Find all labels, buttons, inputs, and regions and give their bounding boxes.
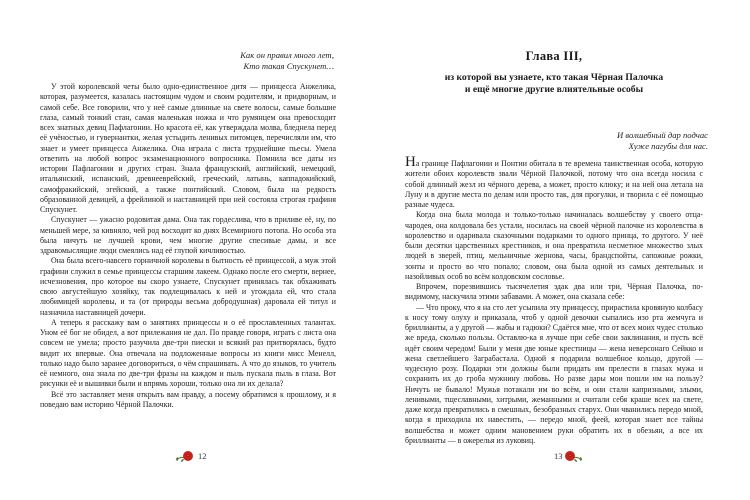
paragraph: Она была всего-навсего горничной королевы в бытность её принцессой, а муж этой графини служил в семье принцессы старшим лакеем. Однако после его смерти, вернее, исчезновения, про которое вы скоро узнаете, Спускунет принялась так обхаживать свою августейшую хозяйку, так подлещивалась к ней и угождала ей, что стала любимицей королевы, и та (от природы весьма добродушная) даровала ей титул и назначила наставницей дочери. bbox=[40, 256, 336, 317]
left-folio bbox=[173, 447, 207, 465]
paragraph: Спускунет — ужасно родовитая дама. Она так гордеслива, что в приливе её, ну, по меньшей мере, за кивняло, чей род восходит ко днях Всемирного потопа. Но особа эта была ничуть не лучшей крови, чем многие другие спесивые дамы, и все здравомыслящие люди смеялись над её глупой кичливостью. bbox=[40, 215, 336, 255]
rose-icon bbox=[173, 447, 195, 465]
drop-cap: Н bbox=[405, 154, 416, 170]
paragraph: Всё это заставляет меня открыть вам правду, а посему обратимся к прошлому, и я поведаю вам историю Чёрной Палочки. bbox=[40, 389, 336, 409]
right-body-text bbox=[405, 154, 703, 446]
epigraph-line: И волшебный дар подчас bbox=[617, 130, 708, 140]
subtitle-line: из которой вы узнаете, кто такая Чёрная Палочка bbox=[444, 72, 664, 83]
page-number: 12 bbox=[198, 451, 207, 461]
paragraph: Впрочем, порезвившись тысячелетия эдак два или три, Чёрная Палочка, по-видимому, наскучила этими забавами. А может, она сказала себе: bbox=[405, 282, 703, 302]
paragraph: Когда она была молода и только-только начиналась волшебству у своего отца-чародея, она колдовала без устали, носилась на своей чёрной палочке из королевства в королевство и одаривала сказочными подарками то одного принца, то другого. У неё были десятки царственных крестников, и она превратила несметное множество злых людей в зверей, птиц, мельничные жернова, часы, брандспойты, сапожные рожки, зонты и просто во что попало; словом, она была одной из самых деятельных и назойливых особ во всём колдовском сословье. bbox=[405, 210, 703, 281]
chapter-heading: Глава III, bbox=[525, 49, 583, 63]
right-folio bbox=[551, 447, 585, 465]
rose-icon bbox=[563, 447, 585, 465]
chapter-subtitle bbox=[405, 72, 703, 95]
epigraph-line: Как он правил много лет, bbox=[240, 50, 334, 60]
subtitle-line: и ещё многие другие влиятельные особы bbox=[464, 83, 644, 95]
page-number: 13 bbox=[554, 451, 563, 461]
epigraph-line: Кто такая Спускунет… bbox=[243, 61, 334, 71]
left-body-text bbox=[40, 82, 336, 410]
paragraph: У этой королевской четы было одно-единственное дитя — принцесса Анжелика, которая, разумеется, казалась настоящим чудом и своим родителям, и придворным, и самой себе. Все говорили, что у неё самые длинные на свете волосы, самые большие глаза, самый тонкий стан, самая маленькая ножка и что румянцем она превосходит всех знатных девиц Пафлагонии. Но красота её, как утверждала молва, бледнела перед её учёностью, и гувернантки, желая устыдить ленивых питомцев, перечисляли им, что знает и умеет принцесса Анжелика. Она играла с листа труднейшие пьесы. Умела ответить на любой вопрос экзаменационного вопросника. Помнила все даты из истории Пафлагонии и других стран. Знала французский, английский, немецкий, итальянский, испанский, древнееврейский, греческий, латынь, каппадокийский, самофракийский, эгейский, а также понтийский. Словом, была на редкость образованной девицей, а фрейлиной и наставницей при ней состояла строгая графиня Спускунет. bbox=[40, 82, 336, 214]
paragraph: А теперь я расскажу вам о занятиях принцессы и о её прославленных талантах. Уном её бог не обидел, а вот прилежания не дал. По правде говоря, играть с листа она совсем не умела; просто разучила две-три пиески и всякий раз притворялась, будто видит их впервые. Она отвечала на подложенные вопросы из книги мисс Менелл, только надо было заранее договориться, о чём спрашивать. А что до языков, то учитель её немного, она знала по две-три фразы на каждом и пыль пускала пыль в глаза. Вот рисунки её и вышивки были и впрямь хороши, только она ли их делала? bbox=[40, 317, 336, 389]
right-epigraph bbox=[508, 130, 708, 152]
left-epigraph bbox=[134, 50, 334, 72]
chapter-title-block bbox=[405, 49, 703, 95]
paragraph: — Что проку, что я на сто лет усыпила эту принцессу, прирастила кровяную колбасу к носу тому олуху и приказала, чтоб у одной девочки сыпались изо рта жемчуга и бриллианты, а у другой — жабы и гадюки? Сдаётся мне, что от всех моих чудес столько же вреда, сколько пользы. Оставлю-ка я лучше при себе свои заклинания, и пусть всё идёт своим чередом! Были у меня две юные крестницы — жена неверсонаго Сейкко и жена светлейшего Заграбастала. Одной я подарила волшебное кольцо, другой — чудесную розу. Подарки эти должны были придать им прелести в глазах мужа и сохранить их до гроба мужнину любовь. Но разве дары мои пошли им на пользу? Ничуть не бывало! Мужья потакали им во всём, и они стали капризными, злыми, ленивыми, тщеславными, хитрыми, жеманными и считали себя краше всех на свете, даже когда превратились в смешных, безобразных старух. Они чванились передо мной, когда я приходила их навестить, — передо мной, феей, которая знает все тайны волшебства и может одним мановением руки обратить их в обезьян, а все их бриллианты — в ожерелья из луковиц. bbox=[405, 302, 703, 445]
epigraph-line: Хуже пагубы для нас. bbox=[628, 141, 708, 151]
paragraph-text: а границе Пафлагонии и Понтии обитала в те времена таинственная особа, которую жители обоих королевств звали Чёрной Палочкой, потому что она всегда носила с собой длинный жезл из чёрного дерева, а может, просто клюку; и на ней она летала на Луну и в другие места по делам или просто так, для прогулки, и творила с её помощью разные чудеса. bbox=[405, 159, 703, 209]
paragraph-first bbox=[405, 154, 703, 210]
